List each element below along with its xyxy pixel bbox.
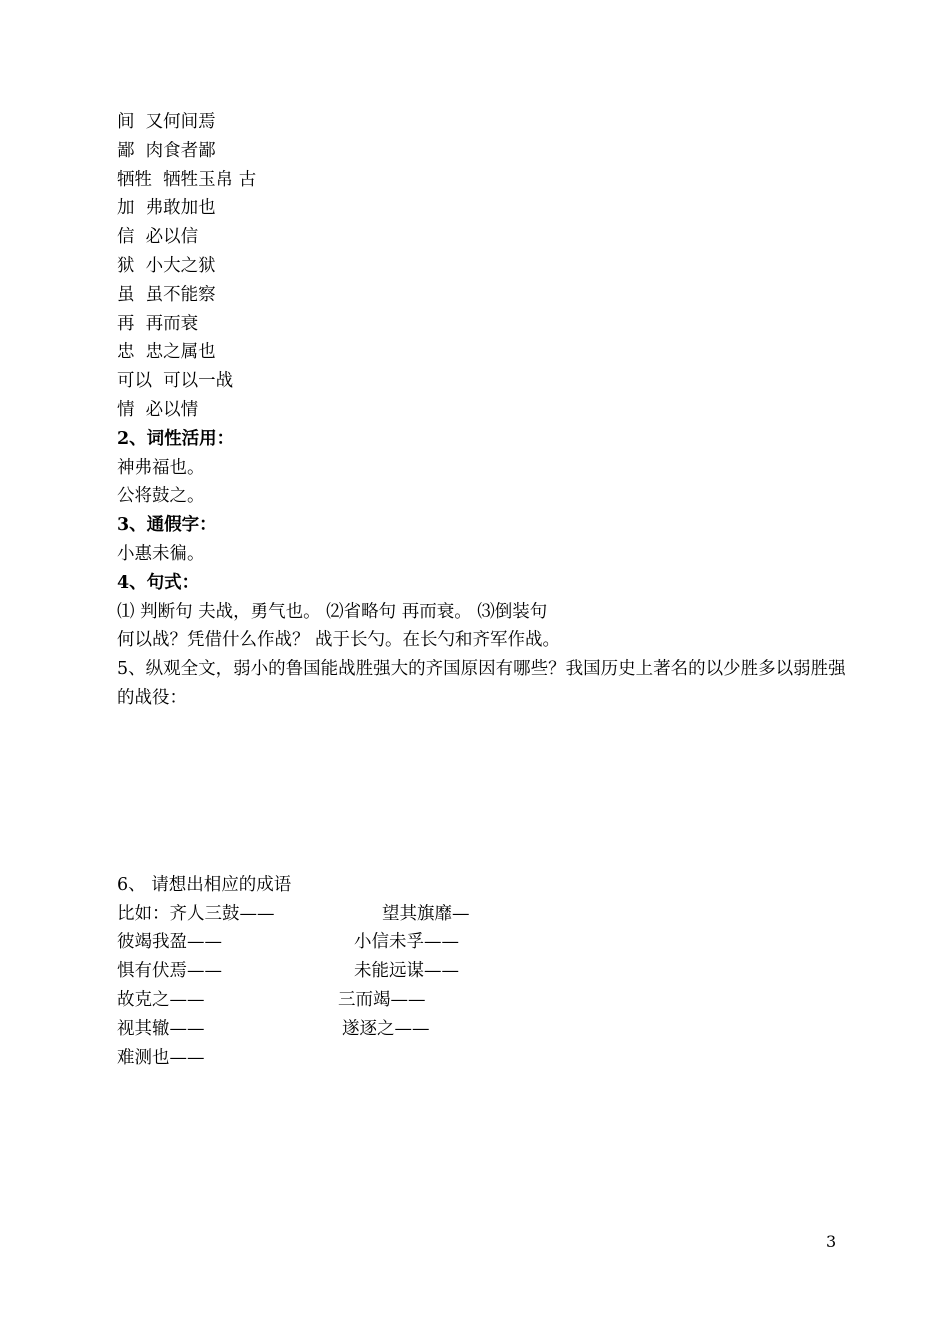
answer-space [117, 713, 847, 871]
idiom-row [117, 900, 847, 929]
idiom-prompt: 故克之—— [117, 989, 205, 1010]
vocab-item [117, 281, 847, 310]
vocab-word: 情 [117, 399, 135, 420]
vocab-item [117, 338, 847, 367]
section-heading: 4、句式： [117, 572, 200, 593]
vocab-item [117, 310, 847, 339]
vocab-item [117, 194, 847, 223]
vocab-example: 小大之狱 [145, 255, 216, 276]
vocab-word: 虽 [117, 284, 135, 305]
vocab-item [117, 137, 847, 166]
example-sentence: 神弗福也。 [117, 457, 205, 478]
question-text: 5、纵观全文，弱小的鲁国能战胜强大的齐国原因有哪些？我国历史上著名的以少胜多以弱胜强的战役： [117, 659, 846, 708]
vocab-word: 间 [117, 112, 135, 132]
vocab-example: 肉食者鄙 [145, 140, 216, 161]
example-sentence: 公将鼓之。 [117, 486, 205, 507]
idiom-row [117, 1044, 847, 1073]
idiom-prompt: 惧有伏焉—— [117, 961, 222, 982]
vocab-example: 再而衰 [145, 313, 199, 334]
vocab-item [117, 223, 847, 252]
vocab-example: 必以情 [145, 399, 199, 420]
vocab-item [117, 166, 847, 195]
vocab-item [117, 108, 847, 137]
idiom-prompt: 三而竭—— [338, 989, 426, 1010]
vocab-example: 忠之属也 [145, 342, 216, 363]
vocab-example: 又何间焉 [145, 112, 216, 132]
vocab-example: 必以信 [145, 227, 199, 248]
vocab-item [117, 367, 847, 396]
section-heading: 3、通假字： [117, 515, 217, 536]
idiom-row [117, 928, 847, 957]
idiom-prompt: 彼竭我盈—— [117, 932, 222, 953]
vocab-word: 再 [117, 313, 135, 334]
vocab-word: 牺牲 [117, 169, 152, 190]
vocab-example: 牺牲玉帛 古 [163, 169, 257, 190]
page-number: 3 [826, 1232, 837, 1251]
vocab-word: 鄙 [117, 140, 135, 161]
vocab-item [117, 396, 847, 425]
idiom-prompt: 未能远谋—— [354, 961, 459, 982]
idiom-prompt: 视其辙—— [117, 1018, 205, 1039]
sentence-patterns: ⑴ 判断句 夫战，勇气也。 ⑵省略句 再而衰。 ⑶倒装句 [117, 601, 548, 622]
section-heading: 6、 请想出相应的成语 [117, 874, 292, 895]
idiom-prompt: 小信未孚—— [354, 932, 459, 953]
vocab-word: 可以 [117, 371, 152, 392]
example-sentence: 小惠未徧。 [117, 543, 205, 564]
vocab-example: 虽不能察 [145, 284, 216, 305]
vocab-word: 信 [117, 227, 135, 248]
section-heading: 2、词性活用： [117, 428, 235, 449]
idiom-row [117, 986, 847, 1015]
document-body [117, 108, 847, 1072]
vocab-example: 可以一战 [163, 371, 234, 392]
idiom-prompt: 难测也—— [117, 1047, 205, 1068]
idiom-prompt: 望其旗靡— [382, 903, 470, 924]
vocab-word: 忠 [117, 342, 135, 363]
vocab-item [117, 252, 847, 281]
idiom-row [117, 1015, 847, 1044]
vocab-word: 狱 [117, 255, 135, 276]
vocab-word: 加 [117, 198, 135, 219]
sentence-patterns: 何以战？凭借什么作战？ 战于长勺。在长勺和齐军作战。 [117, 630, 561, 651]
vocab-example: 弗敢加也 [145, 198, 216, 219]
idiom-row [117, 957, 847, 986]
idiom-prompt: 遂逐之—— [342, 1018, 430, 1039]
idiom-prompt: 比如：齐人三鼓—— [117, 903, 275, 924]
